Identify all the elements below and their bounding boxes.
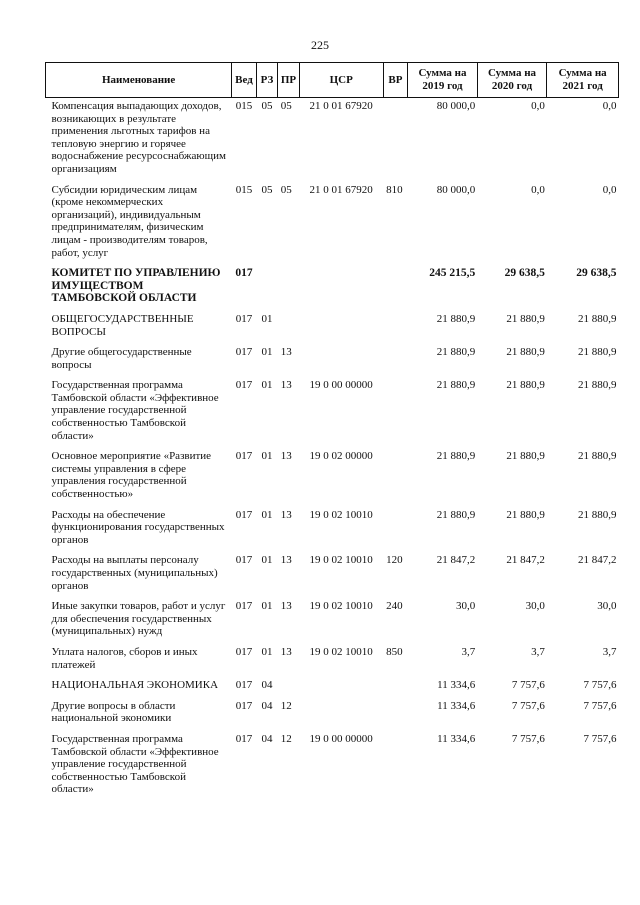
row-ved: 017 [235,600,253,613]
row-sum-2021: 21 880,9 [578,508,617,521]
row-sum-2020: 21 880,9 [506,346,545,359]
row-sum-2021: 21 880,9 [578,379,617,392]
row-sum-2020: 29 638,5 [504,267,545,280]
row-pr [278,311,299,344]
row-pr: 05 [280,183,292,196]
row-csr [299,677,383,698]
row-vr [383,677,408,698]
row-sum-2020: 0,0 [531,183,545,196]
row-vr [383,344,408,377]
row-sum-2019: 21 847,2 [436,554,476,567]
row-sum-2021: 21 880,9 [578,346,617,359]
row-vr: 120 [386,554,403,567]
row-sum-2019: 21 880,9 [436,379,476,392]
row-csr: 19 0 00 00000 [309,379,373,392]
row-pr: 12 [280,699,292,712]
row-pr: 13 [280,508,292,521]
row-sum-2019: 80 000,0 [436,183,476,196]
row-sum-2020: 21 880,9 [506,379,545,392]
table-row [46,344,619,377]
row-vr [383,311,408,344]
row-sum-2020: 30,0 [525,600,545,613]
row-sum-2021: 7 757,6 [583,732,617,745]
row-vr [383,448,408,506]
row-sum-2019: 11 334,6 [437,732,476,745]
row-name: Другие вопросы в области национальной экономики [51,699,176,725]
row-rz: 01 [261,600,273,613]
row-pr: 13 [280,645,292,658]
row-sum-2019: 21 880,9 [436,450,476,463]
row-vr: 850 [386,645,403,658]
row-sum-2020: 7 757,6 [511,699,545,712]
row-name: Расходы на обеспечение функционирования государственных органов [51,508,225,546]
row-ved: 017 [235,645,253,658]
row-sum-2021: 29 638,5 [576,267,617,280]
header-sum-2021: Сумма на 2021 год [547,63,619,98]
row-sum-2019: 21 880,9 [436,508,476,521]
row-ved: 017 [235,699,253,712]
row-name: Субсидии юридическим лицам (кроме некоммерческих организаций), индивидуальным предпринимателям, физическим лицам - производителям товаров, работ, услуг [51,183,208,259]
row-name: Другие общегосударственные вопросы [51,346,192,371]
row-name: НАЦИОНАЛЬНАЯ ЭКОНОМИКА [51,679,219,692]
page-number: 225 [311,38,329,52]
row-sum-2020: 0,0 [531,100,545,112]
row-sum-2021: 21 880,9 [578,312,617,325]
row-sum-2020: 7 757,6 [511,732,545,745]
row-rz: 01 [261,645,273,658]
row-rz [256,265,277,311]
row-sum-2020: 21 847,2 [506,554,545,567]
row-rz: 01 [261,346,273,359]
table-row [46,598,619,644]
row-pr: 05 [280,100,292,112]
row-rz: 01 [261,508,273,521]
row-name: Расходы на выплаты персоналу государственных (муниципальных) органов [51,554,218,592]
row-sum-2019: 245 215,5 [429,267,476,280]
row-ved: 017 [235,732,253,745]
row-rz: 01 [261,312,273,325]
row-sum-2020: 21 880,9 [506,312,545,325]
row-sum-2021: 21 880,9 [578,450,617,463]
row-pr: 13 [280,554,292,567]
row-sum-2020: 3,7 [531,645,545,658]
row-name: Уплата налогов, сборов и иных платежей [51,645,198,671]
table-row [46,644,619,677]
row-vr [383,377,408,448]
row-pr: 13 [280,346,292,359]
table-row [46,448,619,506]
row-name: КОМИТЕТ ПО УПРАВЛЕНИЮ ИМУЩЕСТВОМ ТАМБОВСКОЙ ОБЛАСТИ [51,267,221,305]
row-csr: 21 0 01 67920 [309,100,373,112]
row-rz: 05 [261,100,273,112]
row-vr [383,98,408,182]
row-sum-2019: 11 334,6 [437,679,476,692]
row-vr [383,265,408,311]
row-csr [299,311,383,344]
header-rz: РЗ [256,63,277,98]
table-row [46,677,619,698]
row-csr: 21 0 01 67920 [309,183,373,196]
row-rz: 04 [261,679,273,692]
row-pr [278,677,299,698]
table-body [46,98,619,802]
table-row [46,507,619,553]
row-rz: 05 [261,183,273,196]
row-name: Иные закупки товаров, работ и услуг для обеспечения государственных (муниципальных) нужд [51,600,226,638]
row-sum-2020: 7 757,6 [511,679,545,692]
header-ved: Вед [232,63,257,98]
row-csr: 19 0 02 00000 [309,450,373,463]
row-rz: 04 [261,732,273,745]
row-pr [278,265,299,311]
header-csr: ЦСР [299,63,383,98]
row-vr [383,507,408,553]
row-sum-2021: 0,0 [602,100,617,112]
row-vr [383,731,408,802]
row-ved: 017 [235,508,253,521]
row-sum-2021: 3,7 [602,645,617,658]
row-ved: 017 [235,312,253,325]
row-pr: 13 [280,379,292,392]
row-ved: 017 [235,554,253,567]
row-csr: 19 0 00 00000 [309,732,373,745]
row-vr: 240 [386,600,403,613]
row-sum-2019: 80 000,0 [436,100,476,112]
row-sum-2019: 21 880,9 [436,346,476,359]
table-header-row [46,63,619,98]
table-row [46,377,619,448]
row-sum-2019: 21 880,9 [436,312,476,325]
row-name: ОБЩЕГОСУДАРСТВЕННЫЕ ВОПРОСЫ [51,312,194,338]
row-ved: 017 [235,346,253,359]
table-row [46,265,619,311]
row-sum-2019: 3,7 [461,645,476,658]
row-ved: 015 [235,100,253,112]
row-ved: 015 [235,183,253,196]
header-sum-2020: Сумма на 2020 год [477,63,547,98]
row-sum-2020: 21 880,9 [506,508,545,521]
row-ved: 017 [235,679,253,692]
row-csr [299,698,383,731]
row-name: Основное мероприятие «Развитие системы управления в сфере управления государственной собственностью» [51,450,212,501]
row-ved: 017 [235,379,253,392]
row-sum-2019: 11 334,6 [437,699,476,712]
row-pr: 13 [280,600,292,613]
row-csr: 19 0 02 10010 [309,554,373,567]
table-row [46,182,619,266]
row-csr: 19 0 02 10010 [309,508,373,521]
row-pr: 12 [280,732,292,745]
row-vr [383,698,408,731]
row-ved: 017 [235,267,253,280]
header-vr: ВР [383,63,408,98]
row-rz: 01 [261,554,273,567]
row-name: Компенсация выпадающих доходов, возникающих в результате применения льготных тарифов на тепловую энергию и горячее водоснабжение ресурсоснабжающим организациям [51,100,226,175]
row-sum-2019: 30,0 [456,600,476,613]
row-csr [299,265,383,311]
row-rz: 04 [261,699,273,712]
header-sum-2019: Сумма на 2019 год [408,63,478,98]
row-rz: 01 [261,379,273,392]
row-sum-2021: 7 757,6 [583,679,617,692]
row-vr: 810 [386,183,403,196]
row-pr: 13 [280,450,292,463]
row-ved: 017 [235,450,253,463]
row-name: Государственная программа Тамбовской области «Эффективное управление государственной собственностью Тамбовской области» [51,732,219,796]
row-sum-2021: 30,0 [597,600,617,613]
row-csr: 19 0 02 10010 [309,645,373,658]
table-row [46,731,619,802]
row-sum-2021: 0,0 [602,183,617,196]
table-row [46,552,619,598]
row-rz: 01 [261,450,273,463]
row-name: Государственная программа Тамбовской области «Эффективное управление государственной собственностью Тамбовской области» [51,379,219,442]
row-csr [299,344,383,377]
row-sum-2021: 7 757,6 [583,699,617,712]
table-row [46,698,619,731]
table-row [46,311,619,344]
header-name: Наименование [46,63,232,98]
row-csr: 19 0 02 10010 [309,600,373,613]
header-pr: ПР [278,63,299,98]
table-row [46,98,619,182]
row-sum-2021: 21 847,2 [578,554,617,567]
row-sum-2020: 21 880,9 [506,450,545,463]
budget-table [45,62,619,802]
